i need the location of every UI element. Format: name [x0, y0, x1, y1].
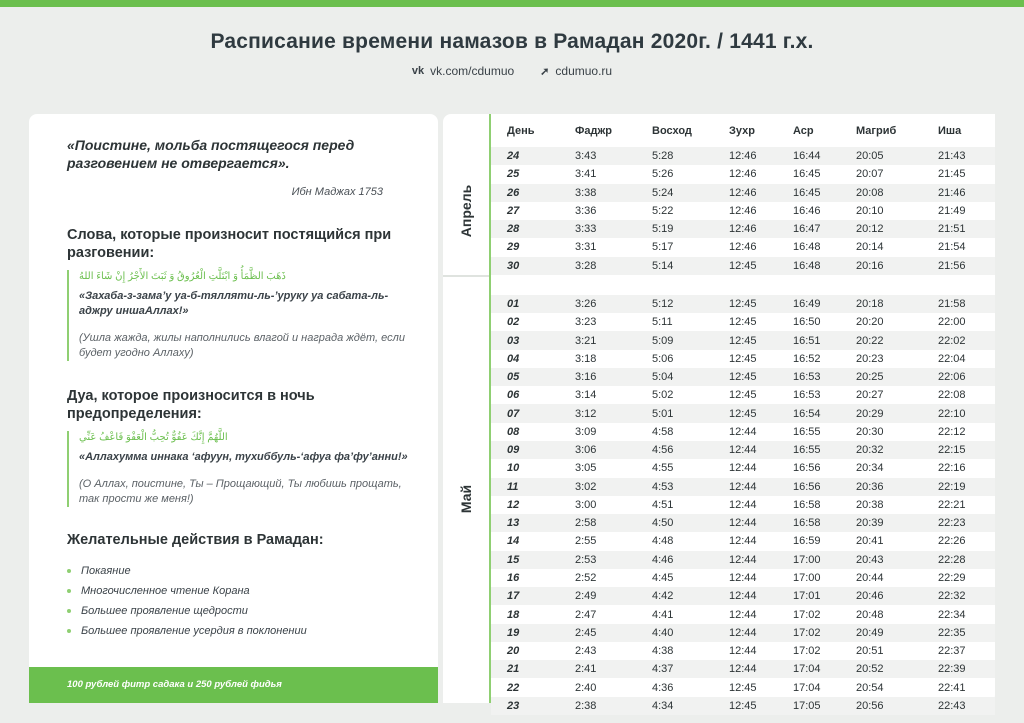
cell-maghrib: 20:22 [856, 334, 884, 347]
cell-asr: 16:52 [793, 352, 821, 365]
cell-fajr: 2:49 [575, 590, 597, 603]
cell-day: 08 [507, 425, 520, 438]
table-row [491, 313, 995, 331]
cell-maghrib: 20:52 [856, 663, 884, 676]
cell-dhuhr: 12:46 [729, 168, 757, 181]
cell-isha: 21:58 [938, 297, 966, 310]
cell-isha: 21:46 [938, 186, 966, 199]
cell-day: 09 [507, 444, 520, 457]
table-row [491, 660, 995, 678]
cell-sunrise: 4:56 [652, 444, 674, 457]
cell-asr: 16:48 [793, 241, 821, 254]
cell-dhuhr: 12:44 [729, 590, 757, 603]
cell-asr: 16:44 [793, 150, 821, 163]
table-row [491, 478, 995, 496]
cell-day: 18 [507, 608, 520, 621]
cell-dhuhr: 12:45 [729, 297, 757, 310]
cell-sunrise: 5:11 [652, 316, 673, 329]
iftar-dua-transliteration: «Захаба-з-зама’у уа-б-тялляти-ль-’уруку уа сабата-ль-аджру иншаАллах!» [79, 290, 389, 317]
cell-isha: 22:32 [938, 590, 966, 603]
cell-dhuhr: 12:45 [729, 371, 757, 384]
cell-asr: 16:47 [793, 223, 821, 236]
cell-sunrise: 4:34 [652, 699, 674, 712]
cell-day: 17 [507, 590, 520, 603]
table-row [491, 368, 995, 386]
cell-dhuhr: 12:45 [729, 259, 757, 272]
cell-isha: 22:39 [938, 663, 966, 676]
cell-dhuhr: 12:44 [729, 462, 757, 475]
cell-maghrib: 20:14 [856, 241, 884, 254]
cell-maghrib: 20:32 [856, 444, 884, 457]
schedule-table [443, 114, 995, 712]
cell-asr: 17:04 [793, 663, 821, 676]
cell-day: 07 [507, 407, 520, 420]
table-row [491, 202, 995, 220]
cell-day: 14 [507, 535, 520, 548]
cell-fajr: 3:14 [575, 389, 597, 402]
cell-day: 12 [507, 498, 520, 511]
header-fajr: Фаджр [575, 124, 613, 137]
header-asr: Аср [793, 124, 814, 137]
cell-day: 21 [507, 663, 520, 676]
cell-fajr: 3:06 [575, 444, 597, 457]
cell-maghrib: 20:36 [856, 480, 884, 493]
cell-maghrib: 20:48 [856, 608, 884, 621]
cell-dhuhr: 12:44 [729, 626, 757, 639]
cell-day: 30 [507, 259, 520, 272]
table-row [491, 532, 995, 550]
cell-sunrise: 4:41 [652, 608, 674, 621]
cell-asr: 16:51 [793, 334, 821, 347]
cell-fajr: 3:09 [575, 425, 597, 438]
cell-fajr: 2:45 [575, 626, 597, 639]
cell-sunrise: 5:02 [652, 389, 674, 402]
cell-dhuhr: 12:44 [729, 608, 757, 621]
qadr-dua-arabic: اللَّهُمَّ إِنَّكَ عَفُوٌّ تُحِبُّ الْعَفْوَ فَاعْفُ عَنِّي [79, 432, 228, 443]
qadr-dua-block [67, 431, 408, 507]
cell-asr: 16:48 [793, 259, 821, 272]
cell-isha: 22:12 [938, 425, 966, 438]
cell-day: 02 [507, 316, 520, 329]
cell-fajr: 3:12 [575, 407, 597, 420]
cell-day: 01 [507, 297, 520, 310]
cell-dhuhr: 12:44 [729, 663, 757, 676]
bullet-icon [67, 609, 71, 613]
cell-maghrib: 20:51 [856, 645, 884, 658]
cell-maghrib: 20:46 [856, 590, 884, 603]
cell-maghrib: 20:34 [856, 462, 884, 475]
cell-asr: 16:56 [793, 462, 821, 475]
table-row [491, 514, 995, 532]
table-row [491, 624, 995, 642]
cell-isha: 22:06 [938, 371, 966, 384]
cell-sunrise: 4:50 [652, 517, 674, 530]
cell-sunrise: 4:55 [652, 462, 674, 475]
table-row [491, 404, 995, 422]
cell-fajr: 2:52 [575, 571, 597, 584]
cell-sunrise: 5:09 [652, 334, 674, 347]
table-header [491, 114, 995, 147]
cell-sunrise: 4:48 [652, 535, 674, 548]
cell-fajr: 3:18 [575, 352, 597, 365]
cell-asr: 17:02 [793, 626, 821, 639]
table-row [491, 147, 995, 165]
qadr-dua-translation: (О Аллах, поистине, Ты – Прощающий, Ты любишь прощать, так прости же меня!) [79, 478, 402, 505]
bullet-icon [67, 629, 71, 633]
cell-maghrib: 20:23 [856, 352, 884, 365]
cell-maghrib: 20:38 [856, 498, 884, 511]
month-separator [443, 275, 489, 277]
cell-day: 06 [507, 389, 520, 402]
cell-asr: 17:02 [793, 608, 821, 621]
table-row [491, 642, 995, 660]
cell-sunrise: 4:36 [652, 681, 674, 694]
header-dhuhr: Зухр [729, 124, 755, 137]
cell-dhuhr: 12:46 [729, 223, 757, 236]
header-maghrib: Магриб [856, 124, 897, 137]
cell-asr: 16:56 [793, 480, 821, 493]
cell-maghrib: 20:20 [856, 316, 884, 329]
cell-fajr: 3:00 [575, 498, 597, 511]
cell-isha: 22:15 [938, 444, 966, 457]
cell-isha: 22:28 [938, 553, 966, 566]
cell-fajr: 2:53 [575, 553, 597, 566]
bullet-icon [67, 589, 71, 593]
cell-sunrise: 4:58 [652, 425, 674, 438]
table-row [491, 605, 995, 623]
cell-day: 23 [507, 699, 520, 712]
iftar-dua-translation: (Ушла жажда, жилы наполнились влагой и награда ждёт, если будет угодно Аллаху) [79, 332, 405, 359]
cell-sunrise: 5:06 [652, 352, 674, 365]
cell-maghrib: 20:43 [856, 553, 884, 566]
cell-isha: 22:23 [938, 517, 966, 530]
cell-maghrib: 20:44 [856, 571, 884, 584]
hadith-quote: «Поистине, мольба постящегося перед разговением не отвергается». [67, 137, 355, 171]
site-link-text: cdumuo.ru [555, 64, 613, 78]
cell-maghrib: 20:30 [856, 425, 884, 438]
cell-sunrise: 4:51 [652, 498, 674, 511]
cell-dhuhr: 12:44 [729, 517, 757, 530]
cell-isha: 22:29 [938, 571, 966, 584]
cell-asr: 16:54 [793, 407, 821, 420]
cell-maghrib: 20:29 [856, 407, 884, 420]
table-row [491, 697, 995, 715]
cell-day: 13 [507, 517, 520, 530]
qadr-dua-title: Дуа, которое произносится в ночь предопределения: [67, 388, 315, 422]
cell-maghrib: 20:08 [856, 186, 884, 199]
cursor-icon: ➚ [540, 65, 550, 78]
header-day: День [507, 124, 535, 137]
cell-fajr: 3:36 [575, 204, 597, 217]
header-sunrise: Восход [652, 124, 692, 137]
table-row [491, 587, 995, 605]
table-row [491, 238, 995, 256]
cell-day: 24 [507, 150, 520, 163]
cell-sunrise: 5:12 [652, 297, 674, 310]
cell-fajr: 3:41 [575, 168, 597, 181]
cell-fajr: 3:02 [575, 480, 597, 493]
cell-sunrise: 4:53 [652, 480, 674, 493]
table-row [491, 459, 995, 477]
cell-dhuhr: 12:45 [729, 352, 757, 365]
cell-day: 27 [507, 204, 520, 217]
cell-day: 03 [507, 334, 520, 347]
cell-day: 22 [507, 681, 520, 694]
cell-day: 05 [507, 371, 520, 384]
cell-fajr: 3:16 [575, 371, 597, 384]
table-row [491, 441, 995, 459]
cell-dhuhr: 12:45 [729, 681, 757, 694]
cell-fajr: 3:26 [575, 297, 597, 310]
cell-fajr: 3:43 [575, 150, 597, 163]
table-row [491, 423, 995, 441]
cell-maghrib: 20:49 [856, 626, 884, 639]
cell-sunrise: 4:40 [652, 626, 674, 639]
cell-maghrib: 20:12 [856, 223, 884, 236]
list-item: Большее проявление щедрости [67, 601, 408, 621]
cell-dhuhr: 12:46 [729, 204, 757, 217]
cell-day: 10 [507, 462, 520, 475]
cell-day: 29 [507, 241, 520, 254]
cell-isha: 22:26 [938, 535, 966, 548]
cell-fajr: 3:05 [575, 462, 597, 475]
table-row [491, 678, 995, 696]
cell-isha: 22:37 [938, 645, 966, 658]
cell-asr: 16:58 [793, 517, 821, 530]
cell-maghrib: 20:18 [856, 297, 884, 310]
table-row [491, 257, 995, 275]
info-card [29, 114, 438, 703]
cell-asr: 16:58 [793, 498, 821, 511]
cell-asr: 16:55 [793, 425, 821, 438]
cell-asr: 16:49 [793, 297, 821, 310]
vk-logo-icon: vk [411, 65, 425, 77]
cell-sunrise: 4:37 [652, 663, 674, 676]
cell-isha: 21:54 [938, 241, 966, 254]
cell-sunrise: 5:04 [652, 371, 674, 384]
cell-fajr: 3:38 [575, 186, 597, 199]
cell-sunrise: 4:38 [652, 645, 674, 658]
cell-isha: 22:34 [938, 608, 966, 621]
cell-asr: 16:53 [793, 371, 821, 384]
cell-sunrise: 5:01 [652, 407, 674, 420]
cell-isha: 22:21 [938, 498, 966, 511]
table-row [491, 569, 995, 587]
cell-sunrise: 5:19 [652, 223, 674, 236]
cell-dhuhr: 12:44 [729, 553, 757, 566]
cell-fajr: 2:38 [575, 699, 597, 712]
table-row [491, 496, 995, 514]
iftar-dua-block [67, 270, 408, 361]
cell-sunrise: 4:46 [652, 553, 674, 566]
cell-maghrib: 20:27 [856, 389, 884, 402]
ramadan-actions-title: Желательные действия в Рамадан: [67, 532, 324, 548]
cell-fajr: 2:47 [575, 608, 597, 621]
table-row [491, 165, 995, 183]
cell-sunrise: 5:26 [652, 168, 674, 181]
cell-isha: 22:43 [938, 699, 966, 712]
cell-maghrib: 20:10 [856, 204, 884, 217]
cell-dhuhr: 12:46 [729, 150, 757, 163]
cell-dhuhr: 12:44 [729, 571, 757, 584]
vk-link-text: vk.com/cdumuo [430, 64, 515, 78]
cell-fajr: 3:23 [575, 316, 597, 329]
cell-dhuhr: 12:44 [729, 535, 757, 548]
cell-isha: 22:10 [938, 407, 966, 420]
cell-dhuhr: 12:44 [729, 425, 757, 438]
table-row [491, 220, 995, 238]
cell-day: 15 [507, 553, 520, 566]
cell-maghrib: 20:54 [856, 681, 884, 694]
month-label-may: Май [443, 295, 489, 703]
cell-day: 28 [507, 223, 520, 236]
cell-asr: 17:04 [793, 681, 821, 694]
cell-day: 11 [507, 480, 519, 493]
cell-isha: 21:43 [938, 150, 966, 163]
table-row [491, 551, 995, 569]
cell-asr: 17:00 [793, 571, 821, 584]
cell-dhuhr: 12:46 [729, 241, 757, 254]
cell-sunrise: 4:42 [652, 590, 674, 603]
cell-day: 26 [507, 186, 520, 199]
cell-dhuhr: 12:45 [729, 334, 757, 347]
cell-maghrib: 20:25 [856, 371, 884, 384]
iftar-words-title: Слова, которые произносит постящийся при разговении: [67, 227, 392, 261]
cell-day: 16 [507, 571, 520, 584]
month-divider-line [489, 114, 491, 703]
cell-asr: 16:59 [793, 535, 821, 548]
vk-link[interactable] [412, 64, 514, 78]
table-row [491, 386, 995, 404]
cell-isha: 21:56 [938, 259, 966, 272]
header-isha: Иша [938, 124, 962, 137]
table-row [491, 350, 995, 368]
cell-sunrise: 5:24 [652, 186, 674, 199]
page-header [0, 30, 1024, 78]
cell-asr: 16:55 [793, 444, 821, 457]
list-item: Многочисленное чтение Корана [67, 581, 408, 601]
cell-day: 04 [507, 352, 520, 365]
cell-isha: 21:45 [938, 168, 966, 181]
table-row [491, 331, 995, 349]
bullet-icon [67, 569, 71, 573]
cell-fajr: 2:55 [575, 535, 597, 548]
cell-dhuhr: 12:45 [729, 316, 757, 329]
site-link[interactable] [540, 64, 612, 78]
page-title: Расписание времени намазов в Рамадан 2020г. / 1441 г.х. [210, 30, 814, 53]
cell-maghrib: 20:07 [856, 168, 884, 181]
cell-asr: 17:05 [793, 699, 821, 712]
qadr-dua-transliteration: «Аллахумма иннака ‘афуун, тухиббуль-‘афуа фа’фу’анни!» [79, 451, 408, 463]
cell-asr: 16:53 [793, 389, 821, 402]
cell-maghrib: 20:16 [856, 259, 884, 272]
cell-dhuhr: 12:45 [729, 407, 757, 420]
cell-fajr: 3:31 [575, 241, 597, 254]
table-body [491, 147, 995, 715]
cell-day: 25 [507, 168, 520, 181]
cell-isha: 22:02 [938, 334, 966, 347]
cell-fajr: 3:21 [575, 334, 597, 347]
cell-asr: 16:46 [793, 204, 821, 217]
cell-sunrise: 4:45 [652, 571, 674, 584]
cell-asr: 16:45 [793, 186, 821, 199]
hadith-source: Ибн Маджах 1753 [291, 186, 383, 198]
cell-dhuhr: 12:44 [729, 480, 757, 493]
cell-isha: 21:51 [938, 223, 966, 236]
cell-dhuhr: 12:44 [729, 444, 757, 457]
cell-day: 19 [507, 626, 520, 639]
cell-isha: 22:08 [938, 389, 966, 402]
cell-maghrib: 20:39 [856, 517, 884, 530]
cell-maghrib: 20:05 [856, 150, 884, 163]
cell-asr: 17:01 [793, 590, 821, 603]
cell-fajr: 2:43 [575, 645, 597, 658]
cell-day: 20 [507, 645, 520, 658]
cell-fajr: 2:41 [575, 663, 597, 676]
cell-maghrib: 20:41 [856, 535, 884, 548]
table-row [491, 295, 995, 313]
cell-sunrise: 5:14 [652, 259, 674, 272]
cell-isha: 21:49 [938, 204, 966, 217]
cell-sunrise: 5:17 [652, 241, 674, 254]
cell-fajr: 2:58 [575, 517, 597, 530]
cell-dhuhr: 12:45 [729, 699, 757, 712]
cell-dhuhr: 12:44 [729, 645, 757, 658]
cell-dhuhr: 12:45 [729, 389, 757, 402]
cell-asr: 16:45 [793, 168, 821, 181]
cell-dhuhr: 12:44 [729, 498, 757, 511]
cell-sunrise: 5:28 [652, 150, 674, 163]
cell-asr: 17:00 [793, 553, 821, 566]
cell-fajr: 2:40 [575, 681, 597, 694]
cell-isha: 22:35 [938, 626, 966, 639]
cell-asr: 17:02 [793, 645, 821, 658]
cell-asr: 16:50 [793, 316, 821, 329]
cell-isha: 22:04 [938, 352, 966, 365]
list-item: Покаяние [67, 561, 408, 581]
cell-isha: 22:16 [938, 462, 966, 475]
cell-maghrib: 20:56 [856, 699, 884, 712]
cell-fajr: 3:28 [575, 259, 597, 272]
cell-isha: 22:41 [938, 681, 966, 694]
cell-isha: 22:00 [938, 316, 966, 329]
cell-sunrise: 5:22 [652, 204, 674, 217]
contact-links [0, 64, 1024, 78]
iftar-dua-arabic: ذَهَبَ الظَّمَأُ وَ ابْتَلَّتِ الْعُرُوقُ وَ ثَبَتَ الأَجْرُ إِنْ شَاءَ اللهُ [79, 271, 286, 282]
cell-fajr: 3:33 [575, 223, 597, 236]
fitr-footer: 100 рублей фитр садака и 250 рублей фидья [29, 667, 438, 703]
ramadan-actions-list [67, 561, 408, 641]
month-label-april: Апрель [443, 147, 489, 275]
top-accent-bar [0, 0, 1024, 7]
cell-dhuhr: 12:46 [729, 186, 757, 199]
cell-isha: 22:19 [938, 480, 966, 493]
table-row [491, 184, 995, 202]
list-item: Большее проявление усердия в поклонении [67, 621, 408, 641]
